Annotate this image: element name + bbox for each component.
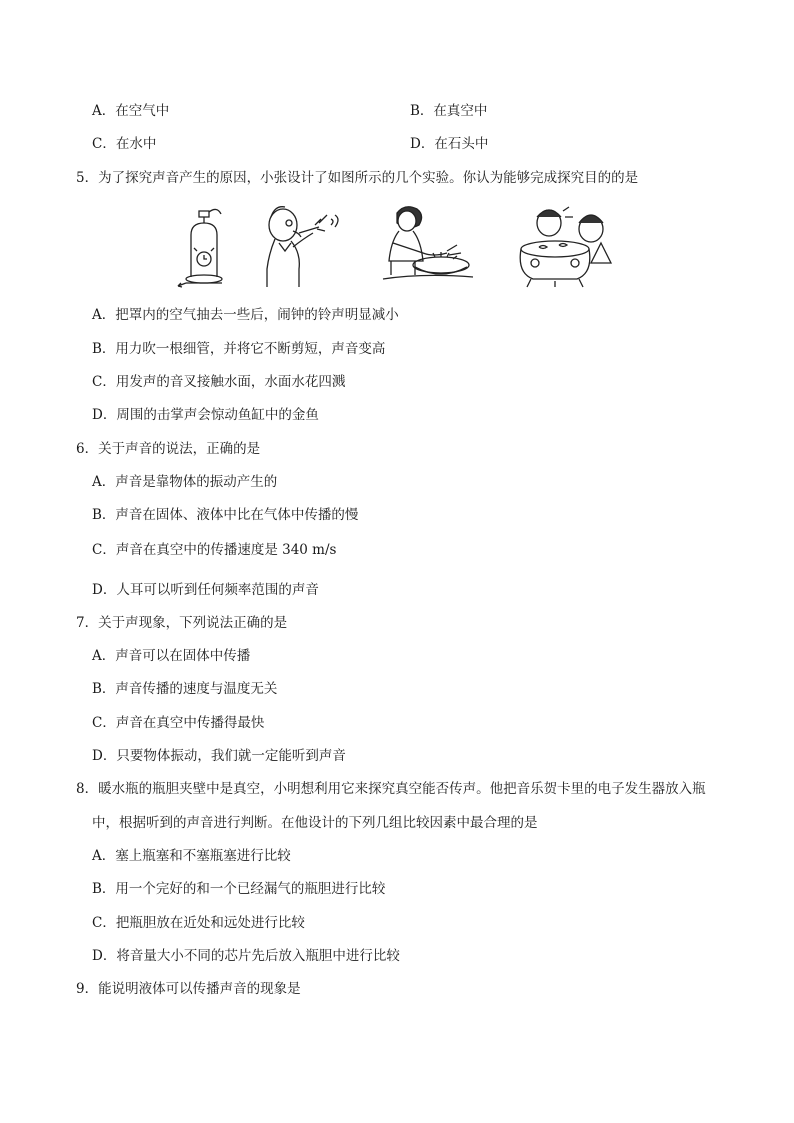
q8-option-b: B．用一个完好的和一个已经漏气的瓶胆进行比较 xyxy=(92,881,386,897)
clapping-fish-tank-figure xyxy=(501,203,621,289)
tuning-fork-water-figure xyxy=(375,203,475,289)
q4-option-c: C．在水中 xyxy=(92,136,157,152)
q8-option-a: A．塞上瓶塞和不塞瓶塞进行比较 xyxy=(92,848,291,864)
man-blowing-tube-figure xyxy=(253,203,343,289)
q7-option-b: B．声音传播的速度与温度无关 xyxy=(92,681,278,697)
q7-option-d: D．只要物体振动，我们就一定能听到声音 xyxy=(92,748,346,764)
q5-option-a: A．把罩内的空气抽去一些后，闹钟的铃声明显减小 xyxy=(92,307,399,323)
q7-option-c: C．声音在真空中传播得最快 xyxy=(92,715,265,731)
q5-option-b: B．用力吹一根细管，并将它不断剪短，声音变高 xyxy=(92,341,386,357)
q4-option-d: D．在石头中 xyxy=(410,136,489,152)
q4-option-b: B．在真空中 xyxy=(410,103,488,119)
q5-option-c: C．用发声的音叉接触水面，水面水花四溅 xyxy=(92,374,346,390)
q6-option-c: C．声音在真空中的传播速度是 340 m/s xyxy=(92,542,337,558)
q5-option-d: D．周围的击掌声会惊动鱼缸中的金鱼 xyxy=(92,407,319,423)
q7-option-a: A．声音可以在固体中传播 xyxy=(92,648,251,664)
q4-option-a: A．在空气中 xyxy=(92,103,170,119)
q8-option-d: D．将音量大小不同的芯片先后放入瓶胆中进行比较 xyxy=(92,948,400,964)
q6-option-b: B．声音在固体、液体中比在气体中传播的慢 xyxy=(92,507,359,523)
q9-stem: 9．能说明液体可以传播声音的现象是 xyxy=(76,981,301,997)
q8-option-c: C．把瓶胆放在近处和远处进行比较 xyxy=(92,915,305,931)
q7-stem: 7．关于声现象，下列说法正确的是 xyxy=(76,615,288,631)
q8-stem-line2: 中，根据听到的声音进行判断。在他设计的下列几组比较因素中最合理的是 xyxy=(92,815,538,831)
bell-jar-figure xyxy=(175,203,235,289)
q6-option-d: D．人耳可以听到任何频率范围的声音 xyxy=(92,582,319,598)
q5-stem: 5．为了探究声音产生的原因，小张设计了如图所示的几个实验。你认为能够完成探究目的的是 xyxy=(76,170,639,186)
q6-stem: 6．关于声音的说法，正确的是 xyxy=(76,441,261,457)
q5-figures xyxy=(175,203,615,293)
q6-option-a: A．声音是靠物体的振动产生的 xyxy=(92,474,278,490)
q8-stem-line1: 8．暖水瓶的瓶胆夹壁中是真空，小明想利用它来探究真空能否传声。他把音乐贺卡里的电子发生器放入瓶 xyxy=(76,781,706,797)
